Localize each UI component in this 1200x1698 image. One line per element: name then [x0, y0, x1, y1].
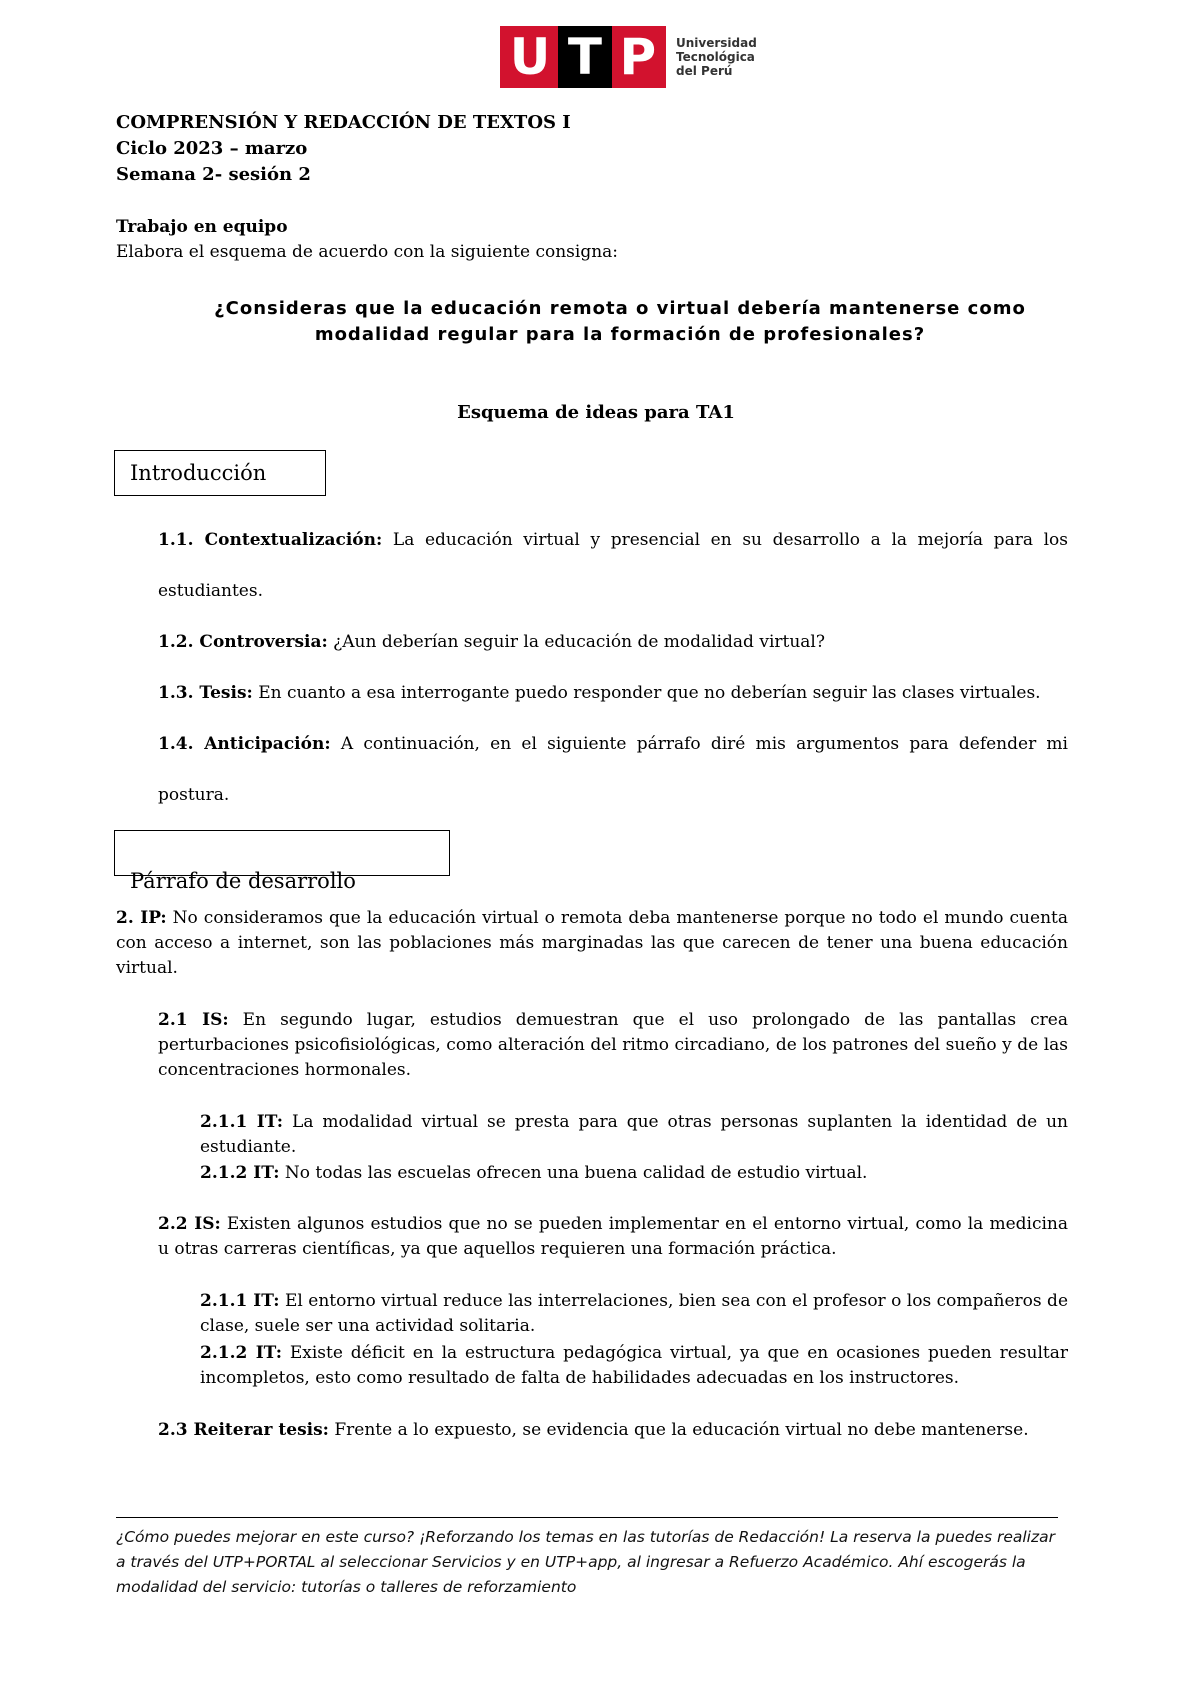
item-text: Existen algunos estudios que no se pueden implementar en el entorno virtual, como la medicina u otras carreras científicas, ya que aquellos requieren una formación práctica.: [158, 1214, 1068, 1259]
intro-heading: Introducción: [130, 461, 267, 485]
question-line-2: modalidad regular para la formación de profesionales?: [314, 324, 926, 345]
logo-text-line3: del Perú: [676, 64, 733, 78]
item-text: No todas las escuelas ofrecen una buena calidad de estudio virtual.: [279, 1163, 868, 1183]
item-text: A continuación, en el siguiente párrafo diré mis argumentos para defender mi postura.: [158, 734, 1068, 805]
item-label: 2.1.2 IT:: [200, 1343, 282, 1363]
item-text: El entorno virtual reduce las interrelaciones, bien sea con el profesor o los compañeros de clase, suele ser una actividad solitaria.: [200, 1291, 1068, 1336]
item-text: Existe déficit en la estructura pedagógica virtual, ya que en ocasiones pueden resultar incompletos, esto como resultado de falta de habilidades adecuadas en los instructores.: [200, 1343, 1068, 1388]
logo-letter-t: T: [558, 26, 612, 88]
logo-text-line1: Universidad: [676, 36, 757, 50]
item-label: 1.2. Controversia:: [158, 632, 328, 652]
item-label: 1.1. Contextualización:: [158, 530, 383, 550]
item-text: En cuanto a esa interrogante puedo responder que no deberían seguir las clases virtuales.: [252, 683, 1041, 703]
logo-letter-u: U: [509, 28, 551, 86]
assignment-title: Trabajo en equipo: [116, 217, 288, 237]
item-label: 2. IP:: [116, 908, 167, 928]
week-line: Semana 2- sesión 2: [116, 164, 311, 185]
item-label: 2.2 IS:: [158, 1214, 221, 1234]
assignment-block: [116, 215, 618, 265]
footer-divider: [116, 1517, 1058, 1518]
logo-letter-p: P: [619, 28, 657, 86]
cycle-line: Ciclo 2023 – marzo: [116, 138, 308, 159]
intro-item-contextualization: [158, 515, 1068, 617]
development-heading: Párrafo de desarrollo: [130, 869, 356, 893]
tertiary-idea-1-2: [200, 1161, 1068, 1186]
main-idea: [116, 906, 1068, 981]
logo-text-line2: Tecnológica: [676, 50, 755, 64]
item-label: 1.3. Tesis:: [158, 683, 253, 703]
item-label: 2.1.1 IT:: [200, 1112, 284, 1132]
question-line-1: ¿Consideras que la educación remota o virtual debería mantenerse como: [214, 298, 1026, 319]
item-label: 1.4. Anticipación:: [158, 734, 331, 754]
item-label: 2.3 Reiterar tesis:: [158, 1420, 329, 1440]
tertiary-idea-2-1: [200, 1289, 1068, 1339]
schema-title: Esquema de ideas para TA1: [457, 402, 735, 423]
assignment-instruction: Elabora el esquema de acuerdo con la siguiente consigna:: [116, 242, 619, 262]
tertiary-idea-1-1: [200, 1110, 1068, 1160]
item-text: En segundo lugar, estudios demuestran que el uso prolongado de las pantallas crea perturbaciones psicofisiológicas, como alteración del ritmo circadiano, de los patrones del sueño y de las concentraciones hormonales.: [158, 1010, 1068, 1080]
item-label: 2.1 IS:: [158, 1010, 229, 1030]
course-title: COMPRENSIÓN Y REDACCIÓN DE TEXTOS I: [116, 112, 571, 133]
item-text: La modalidad virtual se presta para que otras personas suplanten la identidad de un estudiante.: [200, 1112, 1068, 1157]
footer-note: ¿Cómo puedes mejorar en este curso? ¡Reforzando los temas en las tutorías de Redacción! La reserva la puedes realizar a través del UTP+PORTAL al seleccionar Servicios y en UTP+app, al ingresar a Refuerzo Académico. Ahí escogerás la modalidad del servicio: tutorías o talleres de reforzamiento: [116, 1528, 1055, 1596]
item-text: No consideramos que la educación virtual o remota deba mantenerse porque no todo el mundo cuenta con acceso a internet, son las poblaciones más marginadas las que carecen de tener una buena educación virtual.: [116, 908, 1068, 978]
guiding-question: [180, 296, 1060, 348]
intro-item-controversy: [158, 617, 1068, 668]
document-header: [116, 110, 571, 188]
item-label: 2.1.2 IT:: [200, 1163, 280, 1183]
logo-wordmark: [676, 36, 757, 78]
secondary-idea-1: [158, 1008, 1068, 1083]
item-text: La educación virtual y presencial en su desarrollo a la mejoría para los estudiantes.: [158, 530, 1068, 601]
utp-logo: [500, 26, 757, 88]
tertiary-idea-2-2: [200, 1341, 1068, 1391]
secondary-idea-2: [158, 1212, 1068, 1262]
utp-logo-mark: [500, 26, 666, 88]
reiterate-thesis: [158, 1418, 1068, 1443]
item-text: Frente a lo expuesto, se evidencia que la educación virtual no debe mantenerse.: [328, 1420, 1029, 1440]
intro-item-anticipation: [158, 719, 1068, 821]
item-text: ¿Aun deberían seguir la educación de modalidad virtual?: [327, 632, 825, 652]
item-label: 2.1.1 IT:: [200, 1291, 280, 1311]
intro-item-thesis: [158, 668, 1068, 719]
